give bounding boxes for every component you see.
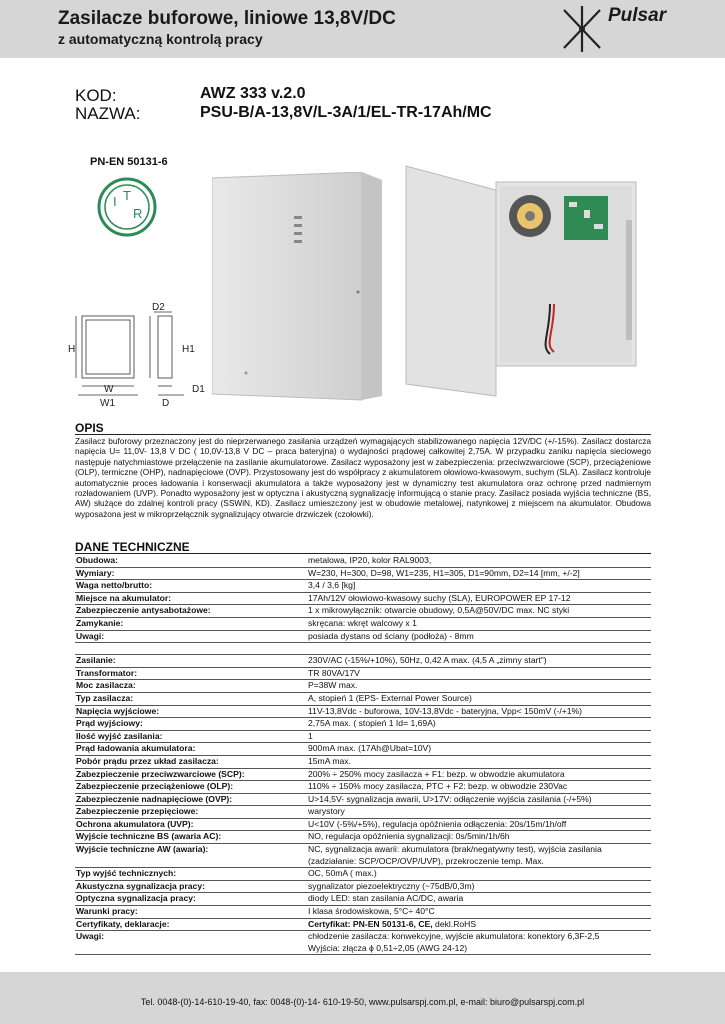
spec-value [307, 931, 651, 955]
spec-value-text: P=38W max. [308, 680, 358, 691]
spec-value-text: 900mA max. (17Ah@Ubat=10V) [308, 743, 432, 754]
spec-row [75, 906, 651, 919]
dane-title: DANE TECHNICZNE [75, 540, 190, 554]
spec-value-text: 17Ah/12V ołowiowo-kwasowy suchy (SLA), EUROPOWER EP 17-12 [308, 592, 571, 603]
spec-value-text: 11V-13,8Vdc - buforowa, 10V-13,8Vdc - bateryjna, Vpp< 150mV (-/+1%) [308, 705, 583, 716]
spec-row [75, 555, 651, 567]
brand-name: Pulsar [608, 5, 667, 26]
spec-value [307, 730, 651, 743]
spec-row [75, 806, 651, 819]
spec-value [307, 718, 651, 731]
itr-letter-r: R [133, 206, 143, 221]
spec-value [307, 567, 651, 580]
spec-value [307, 893, 651, 906]
spec-row [75, 918, 651, 931]
spec-value-text: diody LED: stan zasilania AC/DC, awaria [308, 893, 464, 904]
spec-row [75, 630, 651, 643]
spec-value [307, 705, 651, 718]
spec-value-text: 2,75A max. ( stopień 1 Id= 1,69A) [308, 718, 436, 729]
spec-row [75, 580, 651, 593]
spec-value-text: A, stopień 1 (EPS- External Power Source) [308, 692, 472, 703]
spec-value [307, 655, 651, 668]
spec-key: Prąd ładowania akumulatora: [75, 743, 307, 756]
spec-row [75, 655, 651, 668]
spec-value [307, 605, 651, 618]
standard-label: PN-EN 50131-6 [90, 156, 168, 168]
spec-value [307, 580, 651, 593]
spec-value-text: 1 [308, 730, 313, 741]
spec-key: Wymiary: [75, 567, 307, 580]
spec-value [307, 680, 651, 693]
spec-value-text: NO, regulacja opóźnienia sygnalizacji: 0s/5min/1h/6h [308, 831, 510, 842]
spec-value [307, 880, 651, 893]
spec-gap-row [75, 643, 651, 655]
spec-key: Transformator: [75, 667, 307, 680]
spec-row [75, 818, 651, 831]
spec-row [75, 781, 651, 794]
itr-letter-i: I [113, 194, 117, 209]
spec-value-text: I klasa środowiskowa, 5°C÷ 40°C [308, 906, 435, 917]
page-footer [0, 972, 725, 1024]
spec-value-text: W=230, H=300, D=98, W1=235, H1=305, D1=90mm, D2=14 [mm, +/-2] [308, 567, 580, 578]
spec-key: Uwagi: [75, 931, 307, 955]
spec-key: Ilość wyjść zasilania: [75, 730, 307, 743]
spec-value [307, 918, 651, 931]
spec-value [307, 755, 651, 768]
spec-row [75, 605, 651, 618]
spec-value-text: 200% ÷ 250% mocy zasilacza + F1: bezp. w obwodzie akumulatora [308, 768, 565, 779]
spec-row [75, 755, 651, 768]
spec-key: Optyczna sygnalizacja pracy: [75, 893, 307, 906]
spec-value-bold: Certyfikat: PN-EN 50131-6, CE, [308, 918, 433, 929]
spec-key: Zabezpieczenie przeciążeniowe (OLP): [75, 781, 307, 794]
spec-row [75, 743, 651, 756]
spec-value-text: metalowa, IP20, kolor RAL9003, [308, 555, 432, 565]
spec-key: Typ wyjść technicznych: [75, 868, 307, 881]
spec-value [307, 555, 651, 567]
spec-key: Obudowa: [75, 555, 307, 567]
spec-gap-cell [307, 643, 651, 655]
spec-key: Zabezpieczenie przepięciowe: [75, 806, 307, 819]
dim-label-d1: D1 [192, 384, 205, 395]
spec-row [75, 893, 651, 906]
itr-certification-icon [96, 176, 158, 238]
spec-row [75, 667, 651, 680]
spec-key: Warunki pracy: [75, 906, 307, 919]
spec-value [307, 592, 651, 605]
spec-table [75, 555, 651, 955]
enclosure-open-image [404, 164, 644, 400]
spec-value-text: NC, sygnalizacja awarii: akumulatora (brak/negatywny test), wyjścia zasilania [308, 844, 602, 855]
spec-value-text: 3,4 / 3,6 [kg] [308, 580, 356, 591]
spec-row [75, 718, 651, 731]
spec-key: Wyjście techniczne AW (awaria): [75, 844, 307, 868]
spec-value-text: posiada dystans od ściany (podłoża) - 8mm [308, 630, 474, 641]
spec-value [307, 868, 651, 881]
footer-contact: Tel. 0048-(0)-14-610-19-40, fax: 0048-(0)-14- 610-19-50, www.pulsarspj.com.pl, e-mail: biuro@pulsarspj.com.pl [140, 997, 585, 1007]
dimension-drawing [64, 302, 214, 412]
spec-value-text: skręcana: wkręt walcowy x 1 [308, 617, 417, 628]
spec-value [307, 806, 651, 819]
spec-value [307, 831, 651, 844]
spec-gap-cell [75, 643, 307, 655]
spec-value [307, 818, 651, 831]
page-title: Zasilacze buforowe, liniowe 13,8V/DC [58, 8, 396, 29]
spec-key: Miejsce na akumulator: [75, 592, 307, 605]
spec-key: Napięcia wyjściowe: [75, 705, 307, 718]
spec-key: Waga netto/brutto: [75, 580, 307, 593]
spec-value [307, 844, 651, 868]
spec-row [75, 880, 651, 893]
page-subtitle: z automatyczną kontrolą pracy [58, 31, 263, 47]
spec-key: Typ zasilacza: [75, 692, 307, 705]
spec-key: Zabezpieczenie antysabotażowe: [75, 605, 307, 618]
spec-value [307, 781, 651, 794]
spec-row [75, 567, 651, 580]
opis-divider [75, 434, 651, 435]
spec-value-text: 110% ÷ 150% mocy zasilacza, PTC + F2: bezp. w obwodzie 230Vac [308, 781, 568, 792]
spec-row [75, 868, 651, 881]
spec-row [75, 705, 651, 718]
spec-value [307, 793, 651, 806]
kod-value: AWZ 333 v.2.0 [200, 85, 306, 102]
spec-key: Zasilanie: [75, 655, 307, 668]
kod-label: KOD: [75, 86, 117, 105]
dim-label-w1: W1 [100, 398, 115, 409]
spec-key: Akustyczna sygnalizacja pracy: [75, 880, 307, 893]
spec-value-text: 15mA max. [308, 755, 351, 766]
spec-key: Ochrona akumulatora (UVP): [75, 818, 307, 831]
enclosure-closed-image [212, 172, 384, 402]
spec-value-text: 230V/AC (-15%/+10%), 50Hz, 0,42 A max. (4,5 A „zimny start”) [308, 655, 547, 666]
spec-row [75, 768, 651, 781]
spec-key: Wyjście techniczne BS (awaria AC): [75, 831, 307, 844]
spec-row [75, 730, 651, 743]
spec-value-text: U>14,5V- sygnalizacja awarii, U>17V: odłączenie wyjścia zasilania (-/+5%) [308, 793, 592, 804]
opis-title: OPIS [75, 421, 104, 435]
dim-label-w: W [104, 384, 114, 395]
spec-value-line2: Wyjścia: złącza ϕ 0,51÷2,05 (AWG 24-12) [308, 942, 468, 953]
spec-value [307, 617, 651, 630]
spec-key: Certyfikaty, deklaracje: [75, 918, 307, 931]
spec-value-text: chłodzenie zasilacza: konwekcyjne, wyjście akumulatora: konektory 6,3F-2,5 [308, 931, 600, 942]
nazwa-value: PSU-B/A-13,8V/L-3A/1/EL-TR-17Ah/MC [200, 104, 492, 121]
nazwa-label: NAZWA: [75, 104, 141, 123]
spec-key: Zabezpieczenie nadnapięciowe (OVP): [75, 793, 307, 806]
spec-value [307, 692, 651, 705]
spec-key: Prąd wyjściowy: [75, 718, 307, 731]
spec-value [307, 906, 651, 919]
dim-label-h1: H1 [182, 344, 195, 355]
spec-value-text: 1 x mikrowyłącznik: otwarcie obudowy, 0,5A@50V/DC max. NC styki [308, 605, 570, 616]
spec-row [75, 680, 651, 693]
spec-value-text: U<10V (-5%/+5%), regulacja opóźnienia odłączenia: 20s/15m/1h/off [308, 818, 567, 829]
spec-key: Zamykanie: [75, 617, 307, 630]
spec-key: Moc zasilacza: [75, 680, 307, 693]
spec-row [75, 831, 651, 844]
spec-key: Pobór prądu przez układ zasilacza: [75, 755, 307, 768]
spec-value [307, 667, 651, 680]
spec-value-line2: (zadziałanie: SCP/OCP/OVP/UVP), przekroczenie temp. Max. [308, 855, 544, 866]
spec-value [307, 743, 651, 756]
dim-label-d: D [162, 398, 170, 409]
spec-row [75, 592, 651, 605]
spec-key: Zabezpieczenie przeciwzwarciowe (SCP): [75, 768, 307, 781]
spec-row [75, 617, 651, 630]
spec-value [307, 768, 651, 781]
dane-divider [75, 553, 651, 554]
spec-row [75, 931, 651, 955]
spec-value-text: dekl.RoHS [432, 918, 477, 929]
dim-label-d2: D2 [152, 302, 165, 313]
dim-label-h: H [68, 344, 76, 355]
spec-value-text: OC, 50mA ( max.) [308, 868, 377, 879]
spec-row [75, 844, 651, 868]
itr-letter-t: T [123, 188, 131, 203]
spec-key: Uwagi: [75, 630, 307, 643]
spec-row [75, 793, 651, 806]
spec-row [75, 692, 651, 705]
spec-value [307, 630, 651, 643]
spec-value-text: warystory [308, 806, 345, 817]
spec-value-text: TR 80VA/17V [308, 667, 360, 678]
opis-text: Zasilacz buforowy przeznaczony jest do nieprzerwanego zasilania urządzeń wymagających stabilizowanego napięcia 12V/DC (+/-15%). Zasilacz dostarcza napięcia U= 11,0V- 13,8 V DC ( 10,0V-13,8 V DC – praca bateryjna) o wydajności prądowej całkowitej 2,75A. W przypadku zaniku napięcia sieciowego następuje natychmiastowe przełączenie na zasilanie akumulatorowe. Zasilacz wyposażony jest w zabezpieczenia: przeciwzwarciowe (SCP), przeciążeniowe (OLP), termiczne (OHP), nadnapięciowe (OVP). Przystosowany jest do współpracy z akumulatorem ołowiowo-kwasowym, suchym (SLA). Zasilacz kontroluje automatycznie proces ładowania i konserwacji akumulatora a także wyposażony jest w dynamiczny test akumulatora oraz ochronę przed nadmiernym rozładowaniem (UVP). Ponadto wyposażony jest w optyczna i akustyczną sygnalizację informującą o stanie pracy. Zasilacz posiada wyjścia techniczne (BS, AW) służące do zdalnej kontroli pracy (SSWiN, KD). Zasilacz umieszczony jest w obudowie metalowej, natynkowej z miejscem na akumulator. Obudowa wyposażona jest w mikroprzełącznik sygnalizujący otwarcie drzwiczek (czołowki). [75, 436, 651, 519]
spec-value-text: sygnalizator piezoelektryczny (~75dB/0,3m) [308, 880, 475, 891]
